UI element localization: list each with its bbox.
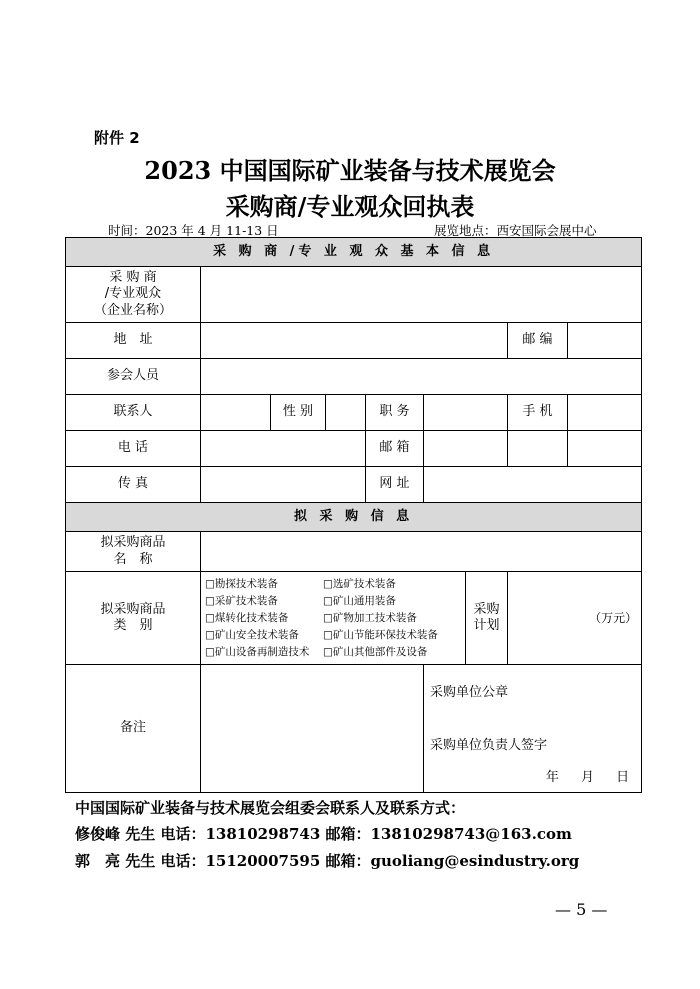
buyer-name-label xyxy=(66,267,201,323)
purchase-plan-field[interactable] xyxy=(508,572,642,665)
goods-name-field[interactable] xyxy=(201,532,642,572)
exhibition-time: 时间：2023 年 4 月 11-13 日 xyxy=(108,223,279,238)
category-checkbox-exploration[interactable]: □勘探技术装备 xyxy=(205,578,278,590)
purchase-plan-unit: （万元） xyxy=(589,610,638,625)
website-field[interactable] xyxy=(424,467,642,503)
annex-label: 附件 2 xyxy=(94,129,140,147)
goods-category-label xyxy=(66,572,201,665)
phone-field[interactable] xyxy=(201,431,366,467)
contact-line-2: 郭 亮 先生 电话：15120007595 邮箱：guoliang@esindustry.org xyxy=(75,852,580,870)
phone-label: 电 话 xyxy=(66,431,201,467)
mobile-field[interactable] xyxy=(568,395,642,431)
address-field[interactable] xyxy=(201,323,508,359)
email-label: 邮 箱 xyxy=(366,431,424,467)
section-purchase-info: 拟 采 购 信 息 xyxy=(66,503,642,532)
category-checkbox-general[interactable]: □矿山通用装备 xyxy=(323,595,396,607)
category-checkbox-beneficiation[interactable]: □选矿技术装备 xyxy=(323,578,396,590)
signature-area xyxy=(424,665,642,793)
contact-person-field[interactable] xyxy=(201,395,271,431)
section-basic-info: 采 购 商 /专 业 观 众 基 本 信 息 xyxy=(66,238,642,267)
goods-name-label-line2: 名 称 xyxy=(113,551,153,567)
buyer-label-line1: 采 购 商 xyxy=(109,270,157,286)
fax-field[interactable] xyxy=(201,467,366,503)
email-field-extra[interactable] xyxy=(508,431,568,467)
category-checkbox-coal-conversion[interactable]: □煤转化技术装备 xyxy=(205,612,289,624)
category-checkbox-mineral-processing[interactable]: □矿物加工技术装备 xyxy=(323,612,417,624)
category-checkbox-safety[interactable]: □矿山安全技术装备 xyxy=(205,629,299,641)
fax-label: 传 真 xyxy=(66,467,201,503)
attendees-label: 参会人员 xyxy=(66,359,201,395)
mobile-label: 手 机 xyxy=(508,395,568,431)
exhibition-venue: 展览地点：西安国际会展中心 xyxy=(434,223,597,238)
goods-category-label-line1: 拟采购商品 xyxy=(100,601,166,617)
category-checkbox-remanufacturing[interactable]: □矿山设备再制造技术 xyxy=(205,646,310,658)
category-checkbox-energy-saving[interactable]: □矿山节能环保技术装备 xyxy=(323,629,438,641)
category-checkbox-mining[interactable]: □采矿技术装备 xyxy=(205,595,278,607)
contact-title: 中国国际矿业装备与技术展览会组委会联系人及联系方式： xyxy=(75,799,466,817)
buyer-name-field[interactable] xyxy=(201,267,642,323)
contact-person-label: 联系人 xyxy=(66,395,201,431)
postcode-label: 邮 编 xyxy=(508,323,568,359)
registration-form-table xyxy=(65,237,642,793)
gender-label: 性 别 xyxy=(271,395,326,431)
signature-date: 年 月 日 xyxy=(545,769,630,785)
position-label: 职 务 xyxy=(366,395,424,431)
buyer-label-line3: （企业名称） xyxy=(93,302,172,318)
postcode-field[interactable] xyxy=(568,323,642,359)
goods-name-label xyxy=(66,532,201,572)
page-number: — 5 — xyxy=(555,900,608,919)
gender-field[interactable] xyxy=(326,395,366,431)
email-field[interactable] xyxy=(424,431,508,467)
website-label: 网 址 xyxy=(366,467,424,503)
position-field[interactable] xyxy=(424,395,508,431)
document-subtitle: 采购商/专业观众回执表 xyxy=(225,192,475,221)
remark-label: 备注 xyxy=(66,665,201,793)
email-field-extra2[interactable] xyxy=(568,431,642,467)
document-title: 2023 中国国际矿业装备与技术展览会 xyxy=(144,156,556,185)
purchase-plan-label-line2: 计划 xyxy=(473,618,500,633)
purchase-plan-label xyxy=(466,572,508,665)
signature-label: 采购单位负责人签字 xyxy=(430,738,548,753)
company-seal-label: 采购单位公章 xyxy=(430,685,509,700)
category-options xyxy=(201,572,466,665)
contact-line-1: 修俊峰 先生 电话：13810298743 邮箱：13810298743@163.com xyxy=(75,825,572,843)
buyer-label-line2: /专业观众 xyxy=(104,286,162,302)
purchase-plan-label-line1: 采购 xyxy=(473,601,500,617)
category-checkbox-other-parts[interactable]: □矿山其他部件及设备 xyxy=(323,646,428,658)
goods-name-label-line1: 拟采购商品 xyxy=(100,535,166,551)
remark-field[interactable] xyxy=(201,665,424,793)
attendees-field[interactable] xyxy=(201,359,642,395)
address-label: 地 址 xyxy=(66,323,201,359)
goods-category-label-line2: 类 别 xyxy=(113,618,153,633)
